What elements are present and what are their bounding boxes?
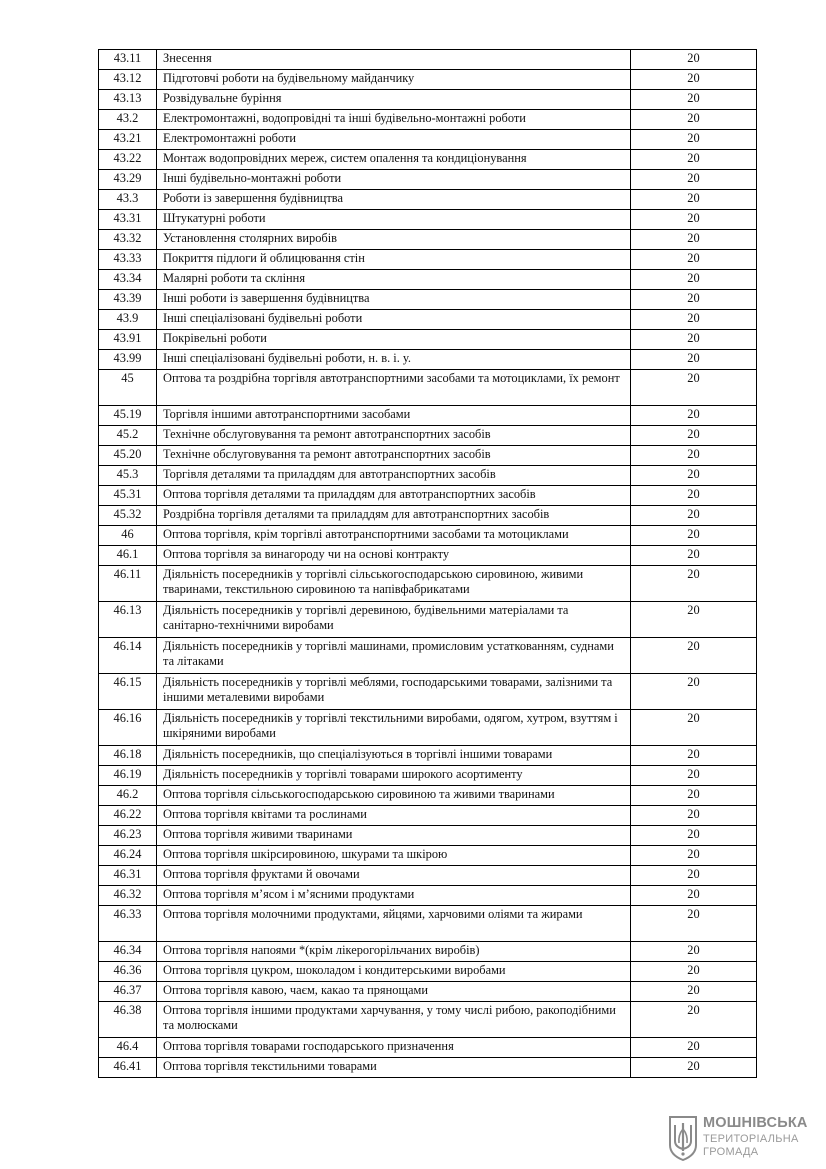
rate-cell: 20 — [631, 766, 757, 786]
activity-codes-table — [98, 49, 757, 1078]
activity-name-cell: Торгівля деталями та приладдям для автотранспортних засобів — [157, 466, 631, 486]
rate-cell: 20 — [631, 866, 757, 886]
code-cell: 46.36 — [99, 962, 157, 982]
activity-name-cell: Інші будівельно-монтажні роботи — [157, 170, 631, 190]
rate-cell: 20 — [631, 674, 757, 710]
activity-name-cell: Інші роботи із завершення будівництва — [157, 290, 631, 310]
activity-name-cell: Роботи із завершення будівництва — [157, 190, 631, 210]
table-row — [99, 290, 757, 310]
rate-cell: 20 — [631, 602, 757, 638]
rate-cell: 20 — [631, 130, 757, 150]
brand-line-1: МОШНІВСЬКА — [703, 1115, 808, 1131]
rate-cell: 20 — [631, 330, 757, 350]
activity-name-cell: Оптова торгівля сільськогосподарською сировиною та живими тваринами — [157, 786, 631, 806]
code-cell: 46.23 — [99, 826, 157, 846]
table-row — [99, 210, 757, 230]
rate-cell: 20 — [631, 906, 757, 942]
table-row — [99, 486, 757, 506]
code-cell: 43.3 — [99, 190, 157, 210]
table-row — [99, 230, 757, 250]
activity-name-cell: Розвідувальне буріння — [157, 90, 631, 110]
rate-cell: 20 — [631, 886, 757, 906]
code-cell: 45.20 — [99, 446, 157, 466]
table-row — [99, 786, 757, 806]
table-row — [99, 846, 757, 866]
rate-cell: 20 — [631, 526, 757, 546]
table-row — [99, 942, 757, 962]
rate-cell: 20 — [631, 250, 757, 270]
activity-name-cell: Знесення — [157, 50, 631, 70]
rate-cell: 20 — [631, 566, 757, 602]
table-row — [99, 674, 757, 710]
code-cell: 43.31 — [99, 210, 157, 230]
table-row — [99, 710, 757, 746]
table-row — [99, 130, 757, 150]
activity-name-cell: Установлення столярних виробів — [157, 230, 631, 250]
code-cell: 43.91 — [99, 330, 157, 350]
activity-name-cell: Оптова торгівля деталями та приладдям для автотранспортних засобів — [157, 486, 631, 506]
activity-name-cell: Оптова торгівля квітами та рослинами — [157, 806, 631, 826]
activity-name-cell: Роздрібна торгівля деталями та приладдям для автотранспортних засобів — [157, 506, 631, 526]
activity-name-cell: Діяльність посередників у торгівлі сільськогосподарською сировиною, живими тваринами, текстильною сировиною та напівфабрикатами — [157, 566, 631, 602]
code-cell: 46.32 — [99, 886, 157, 906]
activity-name-cell: Підготовчі роботи на будівельному майданчику — [157, 70, 631, 90]
table-row — [99, 826, 757, 846]
code-cell: 46.16 — [99, 710, 157, 746]
activity-name-cell: Оптова торгівля кавою, чаєм, какао та прянощами — [157, 982, 631, 1002]
code-cell: 46.13 — [99, 602, 157, 638]
rate-cell: 20 — [631, 982, 757, 1002]
table-row — [99, 446, 757, 466]
code-cell: 45.19 — [99, 406, 157, 426]
table-row — [99, 350, 757, 370]
rate-cell: 20 — [631, 786, 757, 806]
table-row — [99, 766, 757, 786]
rate-cell: 20 — [631, 50, 757, 70]
activity-name-cell: Покриття підлоги й облицювання стін — [157, 250, 631, 270]
code-cell: 43.34 — [99, 270, 157, 290]
rate-cell: 20 — [631, 638, 757, 674]
rate-cell: 20 — [631, 230, 757, 250]
table-row — [99, 982, 757, 1002]
table-row — [99, 370, 757, 406]
activity-name-cell: Штукатурні роботи — [157, 210, 631, 230]
code-cell: 43.29 — [99, 170, 157, 190]
code-cell: 43.39 — [99, 290, 157, 310]
rate-cell: 20 — [631, 210, 757, 230]
table-row — [99, 406, 757, 426]
activity-name-cell: Оптова торгівля за винагороду чи на основі контракту — [157, 546, 631, 566]
activity-name-cell: Покрівельні роботи — [157, 330, 631, 350]
rate-cell: 20 — [631, 546, 757, 566]
code-cell: 43.99 — [99, 350, 157, 370]
code-cell: 45 — [99, 370, 157, 406]
rate-cell: 20 — [631, 1038, 757, 1058]
activity-name-cell: Торгівля іншими автотранспортними засобами — [157, 406, 631, 426]
activity-name-cell: Інші спеціалізовані будівельні роботи — [157, 310, 631, 330]
rate-cell: 20 — [631, 90, 757, 110]
code-cell: 45.2 — [99, 426, 157, 446]
activity-name-cell: Оптова торгівля шкірсировиною, шкурами та шкірою — [157, 846, 631, 866]
brand-line-2: ТЕРИТОРІАЛЬНА — [703, 1133, 799, 1145]
rate-cell: 20 — [631, 70, 757, 90]
table-row — [99, 526, 757, 546]
activity-name-cell: Оптова торгівля напоями *(крім лікерогорільчаних виробів) — [157, 942, 631, 962]
code-cell: 43.2 — [99, 110, 157, 130]
table-body — [99, 50, 757, 1078]
rate-cell: 20 — [631, 486, 757, 506]
table-row — [99, 906, 757, 942]
table-row — [99, 866, 757, 886]
activity-name-cell: Діяльність посередників у торгівлі меблями, господарськими товарами, залізними та іншими металевими виробами — [157, 674, 631, 710]
activity-name-cell: Малярні роботи та скління — [157, 270, 631, 290]
rate-cell: 20 — [631, 942, 757, 962]
activity-name-cell: Діяльність посередників у торгівлі текстильними виробами, одягом, хутром, взуттям і шкіряними виробами — [157, 710, 631, 746]
code-cell: 43.33 — [99, 250, 157, 270]
code-cell: 46.18 — [99, 746, 157, 766]
table-row — [99, 50, 757, 70]
rate-cell: 20 — [631, 506, 757, 526]
table-row — [99, 806, 757, 826]
code-cell: 43.9 — [99, 310, 157, 330]
rate-cell: 20 — [631, 746, 757, 766]
table-row — [99, 70, 757, 90]
rate-cell: 20 — [631, 270, 757, 290]
table-row — [99, 150, 757, 170]
activity-name-cell: Монтаж водопровідних мереж, систем опалення та кондиціонування — [157, 150, 631, 170]
code-cell: 46.33 — [99, 906, 157, 942]
activity-name-cell: Технічне обслуговування та ремонт автотранспортних засобів — [157, 446, 631, 466]
community-logo — [668, 1115, 818, 1163]
code-cell: 46.34 — [99, 942, 157, 962]
code-cell: 46.2 — [99, 786, 157, 806]
table-row — [99, 1038, 757, 1058]
activity-name-cell: Оптова торгівля цукром, шоколадом і кондитерськими виробами — [157, 962, 631, 982]
rate-cell: 20 — [631, 370, 757, 406]
rate-cell: 20 — [631, 310, 757, 330]
code-cell: 46.15 — [99, 674, 157, 710]
rate-cell: 20 — [631, 290, 757, 310]
table-row — [99, 250, 757, 270]
activity-name-cell: Оптова торгівля товарами господарського призначення — [157, 1038, 631, 1058]
activity-name-cell: Технічне обслуговування та ремонт автотранспортних засобів — [157, 426, 631, 446]
table-row — [99, 170, 757, 190]
code-cell: 46.14 — [99, 638, 157, 674]
table-row — [99, 270, 757, 290]
rate-cell: 20 — [631, 826, 757, 846]
activity-name-cell: Електромонтажні роботи — [157, 130, 631, 150]
code-cell: 45.31 — [99, 486, 157, 506]
table-row — [99, 506, 757, 526]
rate-cell: 20 — [631, 170, 757, 190]
activity-name-cell: Діяльність посередників, що спеціалізуються в торгівлі іншими товарами — [157, 746, 631, 766]
code-cell: 46.1 — [99, 546, 157, 566]
rate-cell: 20 — [631, 350, 757, 370]
rate-cell: 20 — [631, 1002, 757, 1038]
table-row — [99, 886, 757, 906]
table-row — [99, 546, 757, 566]
activity-name-cell: Оптова та роздрібна торгівля автотранспортними засобами та мотоциклами, їх ремонт — [157, 370, 631, 406]
rate-cell: 20 — [631, 962, 757, 982]
code-cell: 43.11 — [99, 50, 157, 70]
activity-name-cell: Діяльність посередників у торгівлі деревиною, будівельними матеріалами та санітарно-технічними виробами — [157, 602, 631, 638]
rate-cell: 20 — [631, 426, 757, 446]
code-cell: 46.37 — [99, 982, 157, 1002]
code-cell: 43.21 — [99, 130, 157, 150]
table-row — [99, 90, 757, 110]
code-cell: 46.22 — [99, 806, 157, 826]
table-row — [99, 466, 757, 486]
activity-name-cell: Діяльність посередників у торгівлі товарами широкого асортименту — [157, 766, 631, 786]
table-row — [99, 566, 757, 602]
code-cell: 46.41 — [99, 1058, 157, 1078]
code-cell: 46.38 — [99, 1002, 157, 1038]
activity-name-cell: Оптова торгівля текстильними товарами — [157, 1058, 631, 1078]
table-row — [99, 110, 757, 130]
code-cell: 43.12 — [99, 70, 157, 90]
rate-cell: 20 — [631, 1058, 757, 1078]
code-cell: 45.32 — [99, 506, 157, 526]
code-cell: 43.13 — [99, 90, 157, 110]
code-cell: 45.3 — [99, 466, 157, 486]
table-row — [99, 330, 757, 350]
rate-cell: 20 — [631, 466, 757, 486]
brand-line-3: ГРОМАДА — [703, 1146, 759, 1158]
table-row — [99, 746, 757, 766]
code-cell: 46.31 — [99, 866, 157, 886]
code-cell: 46.24 — [99, 846, 157, 866]
table-row — [99, 426, 757, 446]
rate-cell: 20 — [631, 846, 757, 866]
code-cell: 46.19 — [99, 766, 157, 786]
table-row — [99, 1058, 757, 1078]
rate-cell: 20 — [631, 406, 757, 426]
rate-cell: 20 — [631, 446, 757, 466]
code-cell: 43.32 — [99, 230, 157, 250]
rate-cell: 20 — [631, 806, 757, 826]
table-row — [99, 602, 757, 638]
code-cell: 46 — [99, 526, 157, 546]
activity-name-cell: Оптова торгівля м’ясом і м’ясними продуктами — [157, 886, 631, 906]
code-cell: 46.4 — [99, 1038, 157, 1058]
rate-cell: 20 — [631, 190, 757, 210]
activity-name-cell: Оптова торгівля молочними продуктами, яйцями, харчовими оліями та жирами — [157, 906, 631, 942]
activity-name-cell: Інші спеціалізовані будівельні роботи, н. в. і. у. — [157, 350, 631, 370]
activity-name-cell: Електромонтажні, водопровідні та інші будівельно-монтажні роботи — [157, 110, 631, 130]
rate-cell: 20 — [631, 710, 757, 746]
rate-cell: 20 — [631, 150, 757, 170]
code-cell: 46.11 — [99, 566, 157, 602]
table-row — [99, 638, 757, 674]
table-row — [99, 190, 757, 210]
activity-name-cell: Оптова торгівля, крім торгівлі автотранспортними засобами та мотоциклами — [157, 526, 631, 546]
table-row — [99, 310, 757, 330]
activity-name-cell: Оптова торгівля фруктами й овочами — [157, 866, 631, 886]
activity-name-cell: Діяльність посередників у торгівлі машинами, промисловим устаткованням, суднами та літаками — [157, 638, 631, 674]
rate-cell: 20 — [631, 110, 757, 130]
code-cell: 43.22 — [99, 150, 157, 170]
trident-emblem-icon — [668, 1115, 698, 1161]
activity-name-cell: Оптова торгівля живими тваринами — [157, 826, 631, 846]
table-row — [99, 1002, 757, 1038]
table-row — [99, 962, 757, 982]
activity-name-cell: Оптова торгівля іншими продуктами харчування, у тому числі рибою, ракоподібними та молюсками — [157, 1002, 631, 1038]
